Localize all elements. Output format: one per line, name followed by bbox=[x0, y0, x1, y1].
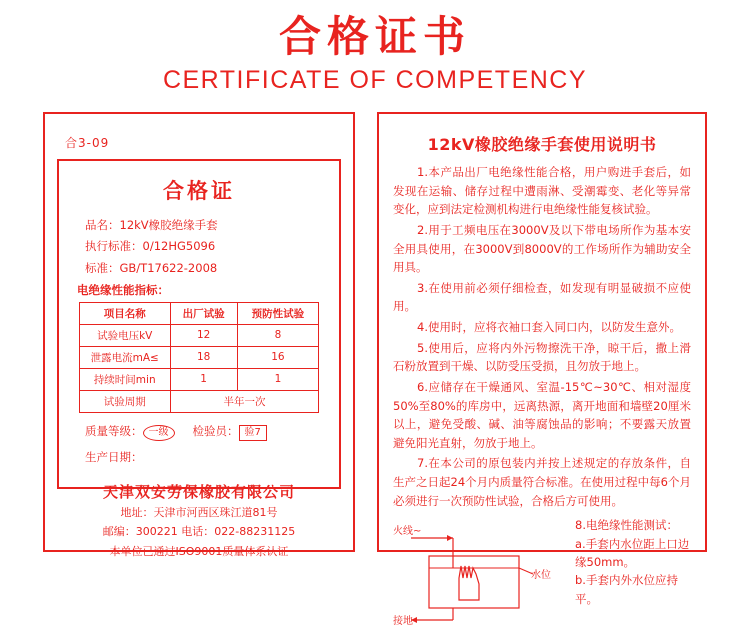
spec-heading: 电绝缘性能指标： bbox=[77, 282, 169, 297]
field-standard-value: GB/T17622-2008 bbox=[119, 260, 218, 275]
address-block bbox=[57, 503, 341, 561]
instruction-paragraph: 3.在使用前必须仔细检查，如发现有明显破损不应使用。 bbox=[393, 280, 691, 314]
table-cell: 12 bbox=[170, 324, 237, 346]
instructions-panel bbox=[377, 112, 707, 628]
table-cell: 18 bbox=[170, 346, 237, 368]
certificate-code: 合3-09 bbox=[65, 136, 110, 150]
table-cell: 持续时间min bbox=[79, 368, 170, 390]
field-product-name-label: 品名： bbox=[85, 218, 120, 232]
table-header-row bbox=[79, 302, 319, 324]
table-header-item: 项目名称 bbox=[79, 302, 170, 324]
instruction-paragraph: 6.应储存在干燥通风、室温-15℃~30℃、相对湿度50%至80%的库房中，远离热源，离开地面和墙壁20厘米以上，避免受酸、碱、油等腐蚀品的影响；不要露天放置避免阳光直射，勿放于地上。 bbox=[393, 379, 691, 450]
company-name: 天津双安劳保橡胶有限公司 bbox=[102, 482, 295, 501]
bottom-area bbox=[393, 516, 691, 626]
diagram-label-live-wire: 火线~ bbox=[393, 526, 422, 538]
page-title-cn: 合格证书 bbox=[278, 12, 471, 61]
page-header bbox=[0, 0, 750, 95]
certificate-inner-box bbox=[57, 159, 341, 501]
table-row bbox=[79, 346, 319, 368]
test-diagram bbox=[393, 516, 573, 626]
panels-container bbox=[0, 112, 750, 628]
table-cell: 1 bbox=[170, 368, 237, 390]
test-note-line-b: b.手套内外水位应持平。 bbox=[575, 573, 678, 606]
inspector-label: 检验员： bbox=[192, 423, 239, 438]
table-row bbox=[79, 368, 319, 390]
inspector-stamp: 验7 bbox=[239, 425, 267, 441]
table-cell: 8 bbox=[237, 324, 319, 346]
test-note-heading: 8.电绝缘性能测试： bbox=[575, 518, 678, 533]
contact-line: 邮编：300221 电话：022-88231125 bbox=[102, 525, 296, 539]
table-cell: 试验电压kV bbox=[79, 324, 170, 346]
instruction-paragraph: 7.在本公司的原包装内并按上述规定的存放条件，自生产之日起24个月内质量符合标准。在使用过程中每6个月必须进行一次预防性试验，合格后方可使用。 bbox=[393, 456, 691, 508]
table-cell: 16 bbox=[237, 346, 319, 368]
page-title-en: CERTIFICATE OF COMPETENCY bbox=[162, 66, 588, 95]
inspector-group bbox=[193, 423, 267, 441]
field-product-name bbox=[71, 215, 327, 236]
certificate-panel bbox=[43, 112, 355, 558]
table-cell: 泄露电流mA≤ bbox=[79, 346, 170, 368]
test-note bbox=[573, 516, 691, 626]
grade-row bbox=[71, 423, 327, 441]
field-execution-standard-value: 0/12HG5096 bbox=[142, 239, 216, 254]
diagram-svg bbox=[393, 516, 573, 628]
spec-table bbox=[79, 302, 320, 413]
grade-stamp: 一级 bbox=[143, 425, 175, 441]
table-row bbox=[79, 390, 319, 412]
field-execution-standard-label: 执行标准： bbox=[85, 239, 143, 254]
instruction-paragraph: 2.用于工频电压在3000V及以下带电场所作为基本安全用具使用，在3000V到8000V的工作场所作为辅助安全用具。 bbox=[393, 222, 691, 275]
instructions-title: 12kV橡胶绝缘手套使用说明书 bbox=[427, 135, 657, 154]
instruction-paragraph: 5.使用后，应将内外污物擦洗干净，晾干后，撒上滑石粉放置到干燥、以防受压受损，且勿放于地上。 bbox=[393, 340, 691, 374]
table-cell: 1 bbox=[237, 368, 319, 390]
table-header-preventive: 预防性试验 bbox=[237, 302, 319, 324]
address-line: 地址：天津市河西区珠江道81号 bbox=[120, 506, 278, 519]
table-header-factory: 出厂试验 bbox=[170, 302, 237, 324]
diagram-label-ground: 接地 bbox=[393, 616, 413, 628]
instruction-paragraph: 4.使用时，应将衣袖口套入同口内，以防发生意外。 bbox=[417, 320, 681, 334]
diagram-label-water-level: 水位 bbox=[531, 570, 551, 582]
grade-label: 质量等级： bbox=[85, 423, 143, 438]
table-cell: 试验周期 bbox=[79, 390, 170, 412]
test-note-line-a: a.手套内水位距上口边缘50mm。 bbox=[575, 536, 690, 570]
grade-group bbox=[85, 423, 175, 441]
table-row bbox=[79, 324, 319, 346]
instruction-paragraph: 1.本产品出厂电绝缘性能合格，用户购进手套后，如发现在运输、储存过程中遭雨淋、受潮霉变、老化等异常变化，应到法定检测机构进行电绝缘性能复核试验。 bbox=[393, 165, 691, 217]
table-cell: 半年一次 bbox=[170, 390, 319, 412]
certificate-inner-title: 合格证 bbox=[163, 179, 235, 203]
field-execution-standard bbox=[71, 236, 327, 257]
certification-line: 本单位已通过ISO9001质量体系认证 bbox=[109, 544, 289, 558]
production-date-row: 生产日期： bbox=[85, 449, 143, 464]
field-product-name-value: 12kV橡胶绝缘手套 bbox=[119, 218, 218, 232]
field-standard-label: 标准： bbox=[85, 260, 120, 275]
field-standard bbox=[71, 258, 327, 279]
